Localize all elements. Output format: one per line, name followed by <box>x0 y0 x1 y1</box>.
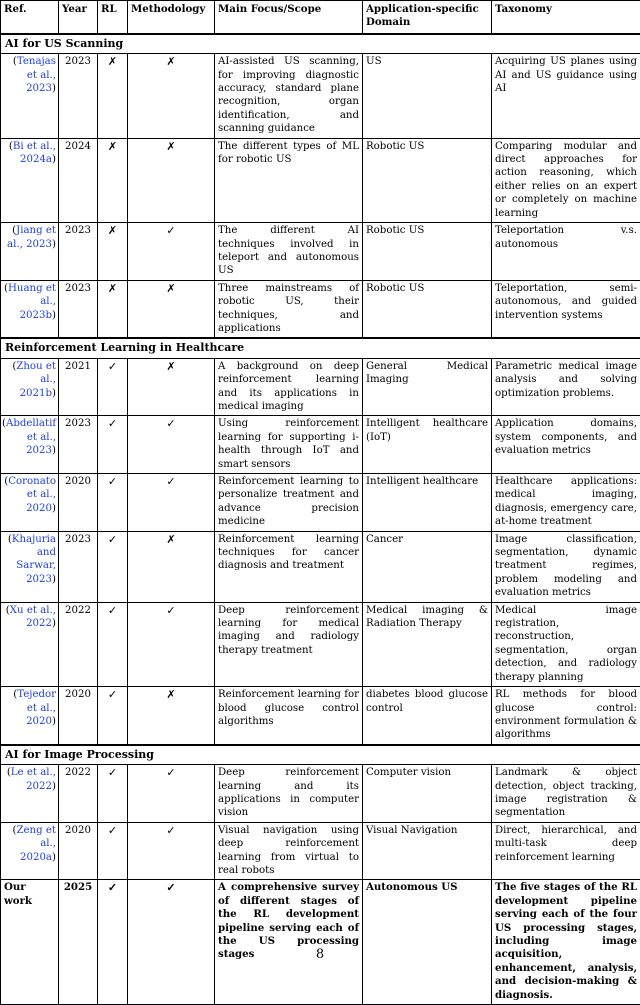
page-number: 8 <box>0 947 640 962</box>
table-row <box>1 531 640 602</box>
citation-link[interactable]: Tejedor et al., 2020 <box>17 689 56 727</box>
paren-close: ) <box>52 716 56 727</box>
our-work-label: Our work <box>1 880 59 1005</box>
header-year: Year <box>59 1 98 34</box>
methodology-mark-cell: ✓ <box>128 474 215 532</box>
citation-cell <box>1 474 59 532</box>
citation-cell <box>1 822 59 880</box>
paren-close: ) <box>52 781 56 792</box>
focus-cell: A background on deep reinforcement learning and its applications in medical imaging <box>215 358 363 416</box>
focus-cell: Deep reinforcement learning for medical imaging and radiology therapy treatment <box>215 602 363 686</box>
rl-mark-cell: ✓ <box>98 880 128 1005</box>
year-cell: 2023 <box>59 416 98 474</box>
table-row <box>1 474 640 532</box>
focus-cell: Using reinforcement learning for supporting i-health through IoT and smart sensors <box>215 416 363 474</box>
header-methodology: Methodology <box>128 1 215 34</box>
table-body <box>1 34 640 1005</box>
taxonomy-cell: RL methods for blood glucose control: environment formulation & algorithms <box>492 687 640 745</box>
methodology-mark-cell: ✓ <box>128 223 215 281</box>
header-domain: Application-specific Domain <box>363 1 492 34</box>
paren-open: ( <box>13 689 17 700</box>
table-header-row <box>1 1 640 34</box>
table-row <box>1 223 640 281</box>
paren-open: ( <box>12 225 16 236</box>
paren-close: ) <box>52 503 56 514</box>
year-cell: 2023 <box>59 280 98 338</box>
rl-mark-cell: ✓ <box>98 358 128 416</box>
rl-mark-cell: ✓ <box>98 687 128 745</box>
citation-link[interactable]: Huang et al., 2023b <box>8 283 56 321</box>
taxonomy-cell: Acquiring US planes using AI and US guidance using AI <box>492 54 640 138</box>
domain-cell: diabetes blood glucose control <box>363 687 492 745</box>
methodology-mark-cell: ✗ <box>128 358 215 416</box>
citation-link[interactable]: Abdellatif et al., 2023 <box>6 418 56 456</box>
rl-mark-cell: ✓ <box>98 531 128 602</box>
domain-cell: Robotic US <box>363 223 492 281</box>
focus-cell: The different types of ML for robotic US <box>215 138 363 222</box>
rl-mark-cell: ✗ <box>98 280 128 338</box>
citation-cell <box>1 602 59 686</box>
domain-cell: Robotic US <box>363 138 492 222</box>
citation-link[interactable]: Jiang et al., 2023 <box>7 225 56 249</box>
paren-open: ( <box>7 767 11 778</box>
year-cell: 2025 <box>59 880 98 1005</box>
methodology-mark-cell: ✗ <box>128 54 215 138</box>
focus-cell: AI-assisted US scanning, for improving diagnostic accuracy, standard plane recognition, organ identification, and scanning guidance <box>215 54 363 138</box>
domain-cell: US <box>363 54 492 138</box>
table-row <box>1 822 640 880</box>
domain-cell: Visual Navigation <box>363 822 492 880</box>
citation-cell <box>1 358 59 416</box>
year-cell: 2020 <box>59 687 98 745</box>
header-main-focus: Main Focus/Scope <box>215 1 363 34</box>
citation-cell <box>1 531 59 602</box>
paren-close: ) <box>52 83 56 94</box>
citation-link[interactable]: Coronato et al., 2020 <box>8 476 56 514</box>
table-row <box>1 358 640 416</box>
table-row <box>1 416 640 474</box>
year-cell: 2020 <box>59 474 98 532</box>
domain-cell: General Medical Imaging <box>363 358 492 416</box>
header-rl: RL <box>98 1 128 34</box>
taxonomy-cell: Medical image registration, reconstruction, segmentation, organ detection, and radiology therapy planning <box>492 602 640 686</box>
paren-open: ( <box>12 825 16 836</box>
paren-open: ( <box>6 605 10 616</box>
methodology-mark-cell: ✓ <box>128 880 215 1005</box>
section-header-row <box>1 34 640 54</box>
citation-link[interactable]: Zeng et al., 2020a <box>16 825 56 863</box>
paren-open: ( <box>9 141 13 152</box>
rl-mark-cell: ✗ <box>98 54 128 138</box>
section-header-row <box>1 338 640 358</box>
paren-open: ( <box>2 418 6 429</box>
rl-mark-cell: ✓ <box>98 822 128 880</box>
citation-cell <box>1 765 59 823</box>
taxonomy-cell: Direct, hierarchical, and multi-task deep reinforcement learning <box>492 822 640 880</box>
table-row <box>1 765 640 823</box>
year-cell: 2020 <box>59 822 98 880</box>
year-cell: 2021 <box>59 358 98 416</box>
focus-cell: The different AI techniques involved in teleport and autonomous US <box>215 223 363 281</box>
header-ref: Ref. <box>1 1 59 34</box>
focus-cell: Reinforcement learning for blood glucose control algorithms <box>215 687 363 745</box>
focus-cell: Deep reinforcement learning and its applications in computer vision <box>215 765 363 823</box>
year-cell: 2023 <box>59 531 98 602</box>
table-row <box>1 687 640 745</box>
paren-open: ( <box>13 56 17 67</box>
domain-cell: Autonomous US <box>363 880 492 1005</box>
citation-link[interactable]: Zhou et al., 2021b <box>16 361 56 399</box>
paren-close: ) <box>52 618 56 629</box>
rl-mark-cell: ✓ <box>98 474 128 532</box>
taxonomy-cell: Image classification, segmentation, dynamic treatment regimes, problem modeling and evaluation metrics <box>492 531 640 602</box>
taxonomy-cell: The five stages of the RL development pipeline serving each of the four US processing stages, including image acquisition, enhancement, analysis, and decision-making & diagnosis. <box>492 880 640 1005</box>
table-row <box>1 602 640 686</box>
paren-close: ) <box>52 574 56 585</box>
methodology-mark-cell: ✓ <box>128 765 215 823</box>
paren-close: ) <box>52 388 56 399</box>
paren-close: ) <box>52 445 56 456</box>
methodology-mark-cell: ✓ <box>128 602 215 686</box>
rl-mark-cell: ✓ <box>98 765 128 823</box>
focus-cell: Reinforcement learning techniques for cancer diagnosis and treatment <box>215 531 363 602</box>
rl-mark-cell: ✓ <box>98 602 128 686</box>
paren-open: ( <box>4 283 8 294</box>
citation-cell <box>1 687 59 745</box>
taxonomy-cell: Parametric medical image analysis and solving optimization problems. <box>492 358 640 416</box>
methodology-mark-cell: ✗ <box>128 280 215 338</box>
paren-close: ) <box>52 154 56 165</box>
rl-mark-cell: ✗ <box>98 223 128 281</box>
paren-open: ( <box>8 534 12 545</box>
year-cell: 2023 <box>59 54 98 138</box>
domain-cell: Robotic US <box>363 280 492 338</box>
year-cell: 2024 <box>59 138 98 222</box>
our-work-row <box>1 880 640 1005</box>
methodology-mark-cell: ✓ <box>128 822 215 880</box>
citation-link[interactable]: Bi et al., 2024a <box>13 141 56 165</box>
domain-cell: Medical imaging & Radiation Therapy <box>363 602 492 686</box>
methodology-mark-cell: ✓ <box>128 416 215 474</box>
section-title: AI for Image Processing <box>1 745 640 765</box>
focus-cell: A comprehensive survey of different stages of the RL development pipeline serving each of the US processing stages <box>215 880 363 1005</box>
paren-close: ) <box>52 310 56 321</box>
citation-link[interactable]: Khajuria and Sarwar, 2023 <box>12 534 56 585</box>
domain-cell: Intelligent healthcare (IoT) <box>363 416 492 474</box>
header-taxonomy: Taxonomy <box>492 1 640 34</box>
domain-cell: Computer vision <box>363 765 492 823</box>
focus-cell: Reinforcement learning to personalize treatment and advance precision medicine <box>215 474 363 532</box>
taxonomy-cell: Application domains, system components, and evaluation metrics <box>492 416 640 474</box>
domain-cell: Cancer <box>363 531 492 602</box>
focus-cell: Three mainstreams of robotic US, their techniques, and applications <box>215 280 363 338</box>
taxonomy-cell: Healthcare applications: medical imaging, diagnosis, emergency care, at-home treatment <box>492 474 640 532</box>
methodology-mark-cell: ✗ <box>128 687 215 745</box>
taxonomy-cell: Comparing modular and direct approaches for action reasoning, which either relies on an expert or completely on machine learning <box>492 138 640 222</box>
focus-cell: Visual navigation using deep reinforcement learning from virtual to real robots <box>215 822 363 880</box>
table-row <box>1 54 640 138</box>
paren-close: ) <box>52 239 56 250</box>
table-row <box>1 280 640 338</box>
taxonomy-cell: Landmark & object detection, object tracking, image registration & segmentation <box>492 765 640 823</box>
citation-cell <box>1 280 59 338</box>
citation-cell <box>1 138 59 222</box>
taxonomy-cell: Teleportation, semi-autonomous, and guided intervention systems <box>492 280 640 338</box>
domain-cell: Intelligent healthcare <box>363 474 492 532</box>
methodology-mark-cell: ✗ <box>128 138 215 222</box>
year-cell: 2022 <box>59 602 98 686</box>
section-title: AI for US Scanning <box>1 34 640 54</box>
rl-mark-cell: ✗ <box>98 138 128 222</box>
citation-cell <box>1 416 59 474</box>
year-cell: 2023 <box>59 223 98 281</box>
citation-link[interactable]: Tenajas et al., 2023 <box>17 56 56 94</box>
year-cell: 2022 <box>59 765 98 823</box>
section-header-row <box>1 745 640 765</box>
citation-link[interactable]: Le et al., 2022 <box>11 767 56 791</box>
table-row <box>1 138 640 222</box>
paren-open: ( <box>4 476 8 487</box>
section-title: Reinforcement Learning in Healthcare <box>1 338 640 358</box>
citation-cell <box>1 223 59 281</box>
rl-mark-cell: ✓ <box>98 416 128 474</box>
taxonomy-cell: Teleportation v.s. autonomous <box>492 223 640 281</box>
methodology-mark-cell: ✗ <box>128 531 215 602</box>
paren-close: ) <box>52 852 56 863</box>
citation-link[interactable]: Xu et al., 2022 <box>10 605 56 629</box>
citation-cell <box>1 54 59 138</box>
paren-open: ( <box>12 361 16 372</box>
